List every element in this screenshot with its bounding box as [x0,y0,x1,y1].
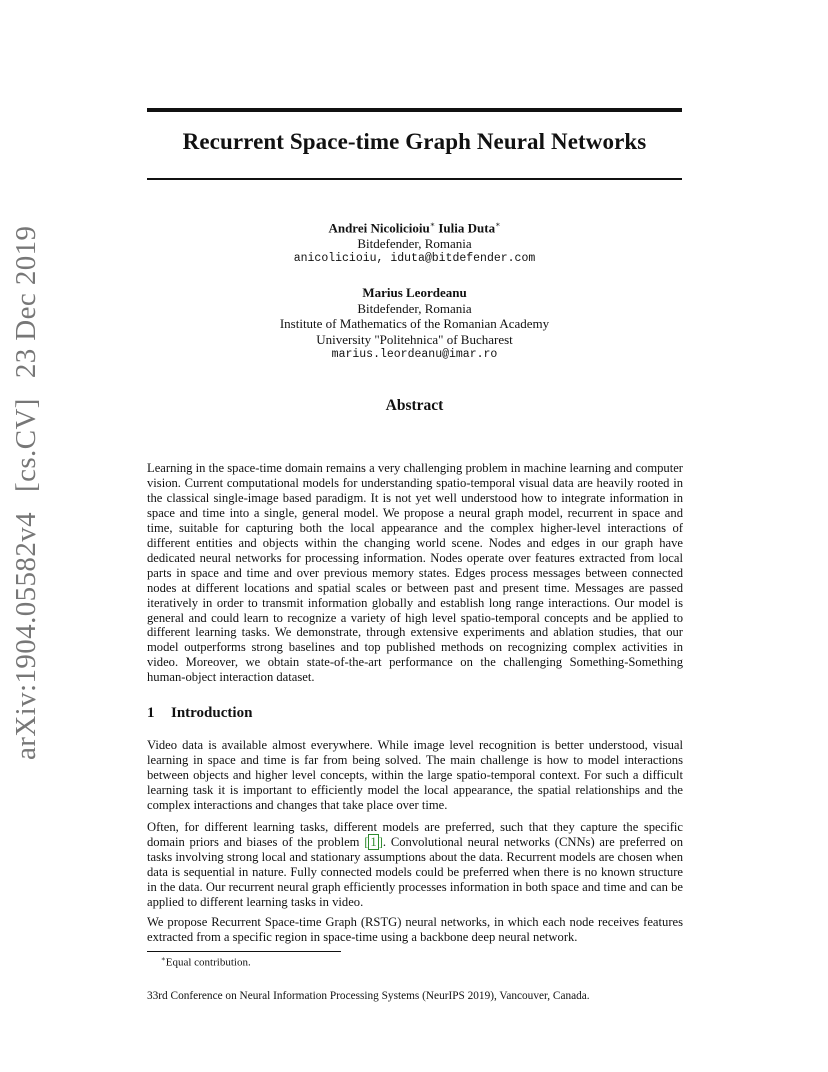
footnote-rule [147,951,341,952]
author-block-1 [147,217,682,267]
author-name-2: Iulia Duta [438,220,496,236]
intro-paragraph-2-start: Often, for different learning tasks, different models are preferred, such that they capture the specific domain priors and biases of the problem [147,820,683,849]
equal-contribution-mark-1: ∗ [429,220,436,229]
footnote-text: Equal contribution. [165,956,251,969]
author-affiliation-3: University "Politehnica" of Bucharest [316,331,513,347]
arxiv-date: 23 Dec 2019 [10,225,42,379]
author-affiliation-1: Bitdefender, Romania [357,300,472,316]
author-affiliation: Bitdefender, Romania [357,235,472,251]
citation-bracket-open: [ [364,834,369,849]
intro-paragraph-2-end: . Convolutional neural networks (CNNs) are preferred on tasks involving strong local and stationary assumptions about the data. Recurrent models are chosen when data is sequential in nature. Fully connected models could be preferred when there is no known structure in the data. Our recurrent neural graph efficiently processes information in both space and time and can be applied to different learning tasks in video. [147,834,683,909]
author-emails: anicolicioiu, iduta@bitdefender.com [293,252,536,266]
intro-paragraph-1: Video data is available almost everywhere. While image level recognition is better understood, visual learning in space and time is far from being solved. The main challenge is how to model interactions between objects and higher level concepts, within the large spatio-temporal context. For such a difficult learning task it is important to efficiently model the local appearance, the spatial relationships and the complex interactions and changes that take place over time. [147,738,683,812]
author-names [147,217,682,236]
title-bottom-rule [147,178,682,180]
abstract-heading: Abstract [385,397,444,414]
footnote [161,955,251,969]
author-name-1: Andrei Nicolicioiu [328,220,430,236]
title-top-rule [147,108,682,112]
footnote-mark: ∗ [161,955,166,963]
section-number: 1 [147,705,155,721]
paper-title: Recurrent Space-time Graph Neural Networks [182,129,647,154]
arxiv-identifier-stamp [10,206,43,760]
arxiv-id: arXiv:1904.05582v4 [10,511,42,760]
section-heading-introduction [147,705,252,722]
abstract-body: Learning in the space-time domain remains a very challenging problem in machine learning and computer vision. Current computational models for understanding spatio-temporal visual data are heavily rooted in the classical single-image based paradigm. It is not yet well understood how to integrate information in space and time into a single, general model. We propose a neural graph model, recurrent in space and time, suitable for capturing both the local appearance and the complex higher-level interactions of different entities and objects within the changing world scene. Nodes and edges in our graph have dedicated neural networks for processing information. Nodes operate over features extracted from local parts in space and time and over previous memory states. Edges process messages between connected nodes at different locations and spatial scales or between past and present time. Messages are passed iteratively in order to transmit information globally and establish long range interactions. Our model is general and could learn to recognize a variety of high level spatio-temporal concepts and be applied to different learning tasks. We demonstrate, through extensive experiments and ablation studies, that our model outperforms strong baselines and top published methods on recognizing complex activities in video. Moreover, we obtain state-of-the-art performance on the challenging Something-Something human-object interaction dataset. [147,461,683,685]
author-affiliation-2: Institute of Mathematics of the Romanian Academy [279,316,550,331]
author-name-3: Marius Leordeanu [362,285,467,300]
arxiv-category: [cs.CV] [10,398,42,492]
equal-contribution-mark-2: ∗ [495,220,501,229]
intro-paragraph-3: We propose Recurrent Space-time Graph (RSTG) neural networks, in which each node receives features extracted from a specific region in space-time using a backbone deep neural network. [147,915,683,944]
citation-bracket-close: ] [378,834,383,849]
conference-footer: 33rd Conference on Neural Information Processing Systems (NeurIPS 2019), Vancouver, Canada. [147,990,590,1002]
author-block-2 [147,285,682,363]
author-email: marius.leordeanu@imar.ro [331,348,498,361]
citation-link-1[interactable]: 1 [370,834,377,849]
section-title: Introduction [171,705,253,721]
intro-paragraph-2 [147,820,683,910]
